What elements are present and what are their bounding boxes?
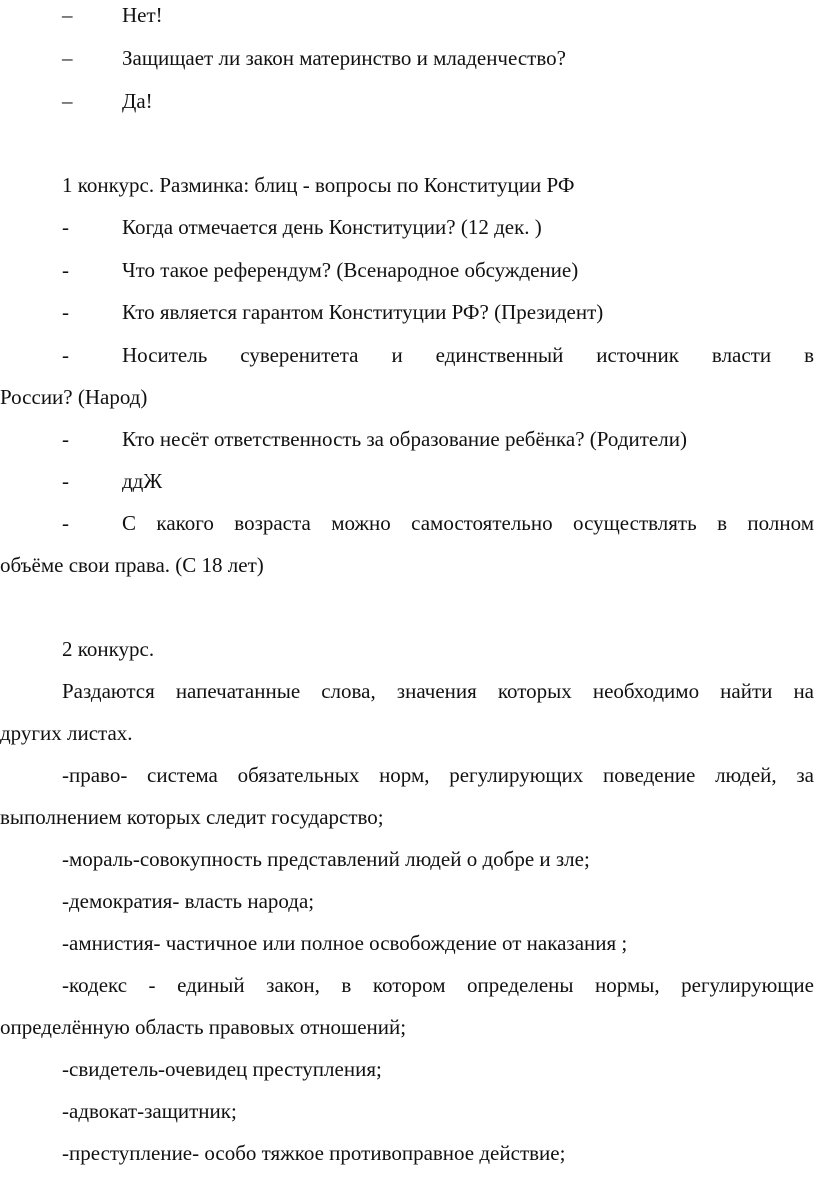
dialog-line (0, 0, 816, 30)
definition-text-continuation: определённую область правовых отношений; (0, 1015, 407, 1039)
question-item (0, 212, 816, 242)
definition-item (0, 886, 816, 916)
question-item (0, 255, 816, 285)
dash-marker: - (62, 511, 69, 535)
dialog-text: Нет! (122, 3, 163, 27)
definition-item (0, 1054, 816, 1084)
dash-marker: - (62, 343, 69, 367)
question-text-continuation: объёме свои права. (С 18 лет) (0, 553, 264, 577)
question-text-continuation: России? (Народ) (0, 385, 148, 409)
question-text: С какого возраста можно самостоятельно осуществлять в полном (122, 511, 814, 535)
question-text: ддЖ (122, 469, 163, 493)
definition-continuation (0, 1012, 816, 1042)
question-item (0, 297, 816, 327)
definition-text: -кодекс - единый закон, в котором определены нормы, регулирующие (62, 973, 814, 997)
question-text: Когда отмечается день Конституции? (12 дек. ) (122, 215, 542, 239)
question-item (0, 466, 816, 496)
definition-item (0, 760, 816, 790)
question-text: Кто несёт ответственность за образование ребёнка? (Родители) (122, 427, 687, 451)
question-item (0, 340, 816, 370)
definition-item (0, 844, 816, 874)
contest2-intro (0, 676, 816, 706)
definition-text: -демократия- власть народа; (62, 889, 315, 913)
dash-marker: - (62, 427, 69, 451)
dash-marker: – (62, 3, 73, 27)
definition-item (0, 1096, 816, 1126)
question-continuation (0, 382, 816, 412)
dash-marker: - (62, 469, 69, 493)
dash-marker: - (62, 215, 69, 239)
section-heading: 2 конкурс. (62, 637, 155, 661)
definition-text: -преступление- особо тяжкое противоправное действие; (62, 1141, 566, 1165)
dash-marker: - (62, 300, 69, 324)
question-text: Что такое референдум? (Всенародное обсуждение) (122, 258, 579, 282)
question-item (0, 508, 816, 538)
dialog-text: Да! (122, 89, 153, 113)
dash-marker: - (62, 258, 69, 282)
definition-text: -право- система обязательных норм, регулирующих поведение людей, за (62, 763, 814, 787)
section-heading: 1 конкурс. Разминка: блиц - вопросы по Конституции РФ (62, 173, 575, 197)
dialog-text: Защищает ли закон материнство и младенчество? (122, 46, 566, 70)
intro-text: Раздаются напечатанные слова, значения которых необходимо найти на (62, 679, 814, 703)
question-text: Кто является гарантом Конституции РФ? (Президент) (122, 300, 604, 324)
contest2-intro-continuation (0, 718, 816, 748)
contest1-heading (0, 170, 816, 200)
definition-item (0, 1138, 816, 1168)
dialog-line (0, 86, 816, 116)
dialog-line (0, 43, 816, 73)
definition-item (0, 928, 816, 958)
contest2-heading (0, 634, 816, 664)
dash-marker: – (62, 46, 73, 70)
intro-text-continuation: других листах. (0, 721, 133, 745)
question-item (0, 424, 816, 454)
dash-marker: – (62, 89, 73, 113)
definition-continuation (0, 802, 816, 832)
definition-text-continuation: выполнением которых следит государство; (0, 805, 384, 829)
definition-text: -адвокат-защитник; (62, 1099, 237, 1123)
definition-item (0, 970, 816, 1000)
definition-text: -свидетель-очевидец преступления; (62, 1057, 382, 1081)
question-continuation (0, 550, 816, 580)
question-text: Носитель суверенитета и единственный источник власти в (122, 343, 814, 367)
definition-text: -мораль-совокупность представлений людей о добре и зле; (62, 847, 590, 871)
definition-text: -амнистия- частичное или полное освобождение от наказания ; (62, 931, 628, 955)
